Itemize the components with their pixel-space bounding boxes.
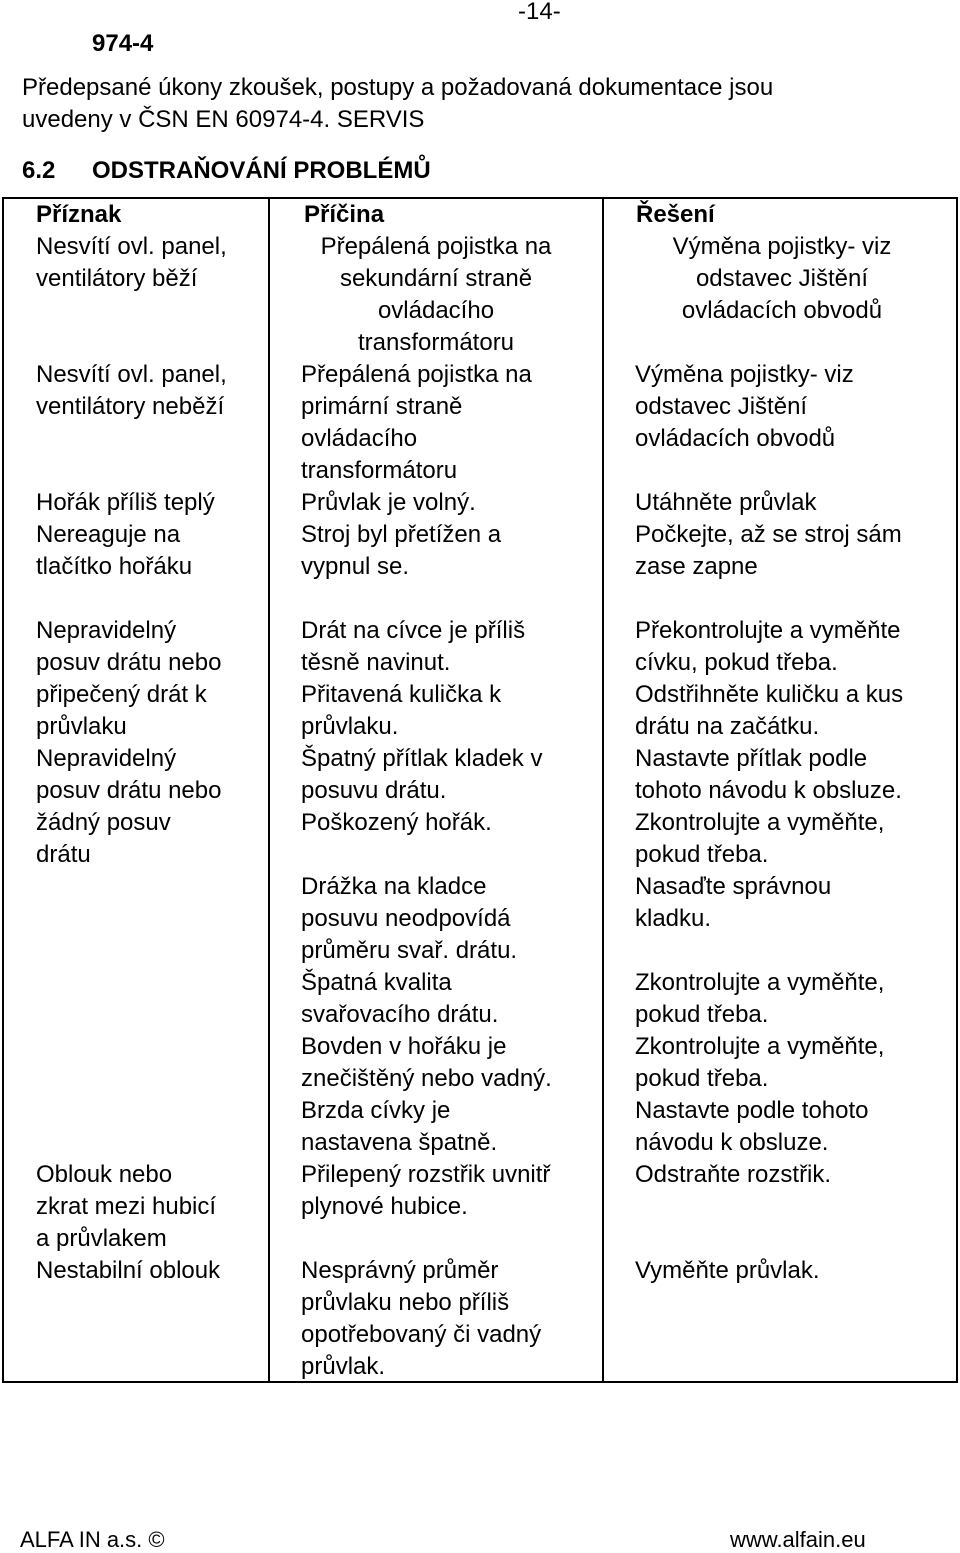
intro-paragraph: [22, 72, 922, 136]
cell-line: Zkontrolujte a vyměňte,: [635, 1033, 885, 1060]
table-cell-cause: [301, 519, 501, 583]
cell-line: pokud třeba.: [635, 841, 769, 868]
table-cell-cause: [301, 871, 517, 967]
cell-line: Vyměňte průvlak.: [635, 1257, 820, 1284]
table-cell-solution: [635, 1095, 869, 1159]
cell-line: průvlaku nebo příliš: [301, 1289, 510, 1316]
cell-line: pokud třeba.: [635, 1001, 769, 1028]
table-cell-solution: [635, 871, 831, 935]
cell-line: Oblouk nebo: [36, 1161, 173, 1188]
cell-line: Bovden v hořáku je: [301, 1033, 507, 1060]
table-cell-solution: [635, 487, 816, 519]
table-cell-cause: [301, 679, 501, 743]
table-cell-symptom: [36, 743, 221, 807]
cell-line: transformátoru: [357, 329, 515, 356]
intro-line: Předepsané úkony zkoušek, postupy a požadovaná dokumentace jsou: [22, 74, 774, 101]
cell-line: drátu: [36, 841, 91, 868]
cell-line: Překontrolujte a vyměňte: [635, 617, 901, 644]
cell-line: Nesvítí ovl. panel,: [36, 361, 227, 388]
cell-line: posuv drátu nebo: [36, 649, 222, 676]
intro-line: uvedeny v ČSN EN 60974-4. SERVIS: [22, 106, 425, 133]
cell-line: tlačítko hořáku: [36, 553, 193, 580]
cell-line: primární straně: [301, 393, 463, 420]
header-symptom: Příznak: [36, 201, 122, 228]
cell-line: Stroj byl přetížen a: [301, 521, 502, 548]
table-cell-cause: [301, 807, 492, 839]
section-number: 6.2: [22, 157, 56, 184]
cell-line: návodu k obsluze.: [635, 1129, 829, 1156]
table-cell-solution: [635, 359, 854, 455]
cell-line: Nesvítí ovl. panel,: [36, 233, 227, 260]
table-cell-solution: [635, 1031, 884, 1095]
cell-line: Přepálená pojistka na: [320, 233, 552, 260]
cell-line: Brzda cívky je: [301, 1097, 451, 1124]
cell-line: zase zapne: [635, 553, 758, 580]
cell-line: Výměna pojistky- viz: [672, 233, 892, 260]
cell-line: Nepravidelný: [36, 745, 177, 772]
cell-line: Drážka na kladce: [301, 873, 487, 900]
table-cell-cause: [301, 359, 532, 487]
cell-line: Zkontrolujte a vyměňte,: [635, 809, 885, 836]
table-cell-solution: [635, 615, 900, 679]
cell-line: Nestabilní oblouk: [36, 1257, 221, 1284]
header-solution: Řešení: [636, 201, 715, 228]
table-cell-cause: [301, 967, 498, 1031]
cell-line: posuvu neodpovídá: [301, 905, 511, 932]
footer-website: www.alfain.eu: [730, 1527, 866, 1552]
cell-line: průměru svař. drátu.: [301, 937, 518, 964]
cell-line: těsně navinut.: [301, 649, 451, 676]
cell-line: Průvlak je volný.: [301, 489, 476, 516]
table-cell-symptom: [36, 1255, 220, 1287]
cell-line: cívku, pokud třeba.: [635, 649, 838, 676]
cell-line: Přitavená kulička k: [301, 681, 502, 708]
cell-line: Nastavte přítlak podle: [635, 745, 868, 772]
header-cause: Příčina: [304, 201, 385, 228]
table-cell-cause: [301, 487, 476, 519]
cell-line: Přilepený rozstřik uvnitř: [301, 1161, 551, 1188]
cell-line: ovládacích obvodů: [681, 297, 883, 324]
cell-line: Špatná kvalita: [301, 969, 452, 996]
cell-line: Přepálená pojistka na: [301, 361, 532, 388]
cell-line: opotřebovaný či vadný: [301, 1321, 542, 1348]
cell-line: kladku.: [635, 905, 712, 932]
cell-line: žádný posuv: [36, 809, 171, 836]
cell-line: ventilátory neběží: [36, 393, 225, 420]
table-cell-cause: [301, 1255, 541, 1383]
table-cell-cause: [301, 1031, 552, 1095]
cell-line: plynové hubice.: [301, 1193, 468, 1220]
table-cell-solution: [635, 679, 903, 743]
cell-line: Počkejte, až se stroj sám: [635, 521, 902, 548]
table-cell-symptom: [36, 487, 215, 519]
cell-line: Nastavte podle tohoto: [635, 1097, 869, 1124]
cell-line: zkrat mezi hubicí: [36, 1193, 217, 1220]
table-cell-cause: [301, 1095, 497, 1159]
table-cell-solution: [635, 807, 884, 871]
cell-line: posuv drátu nebo: [36, 777, 222, 804]
cell-line: vypnul se.: [301, 553, 410, 580]
cell-line: transformátoru: [301, 457, 458, 484]
cell-line: ovládacího: [301, 425, 418, 452]
cell-line: Poškozený hořák.: [301, 809, 492, 836]
cell-line: Odstřihněte kuličku a kus: [635, 681, 904, 708]
table-cell-symptom: [36, 1159, 216, 1255]
cell-line: tohoto návodu k obsluze.: [635, 777, 902, 804]
cell-line: odstavec Jištění: [635, 393, 808, 420]
section-heading: [22, 157, 431, 185]
table-cell-solution: [635, 743, 902, 807]
cell-line: Nesprávný průměr: [301, 1257, 499, 1284]
table-cell-solution: [635, 519, 902, 583]
cell-line: a průvlakem: [36, 1225, 167, 1252]
table-cell-cause: [301, 615, 525, 679]
cell-line: Utáhněte průvlak: [635, 489, 817, 516]
cell-line: odstavec Jištění: [695, 265, 869, 292]
cell-line: průvlaku.: [301, 713, 399, 740]
cell-line: ventilátory běží: [36, 265, 198, 292]
cell-line: svařovacího drátu.: [301, 1001, 499, 1028]
table-cell-symptom: [36, 807, 171, 871]
cell-line: průvlaku: [36, 713, 127, 740]
section-title: ODSTRAŇOVÁNÍ PROBLÉMŮ: [92, 157, 431, 184]
cell-line: Výměna pojistky- viz: [635, 361, 854, 388]
footer-company: ALFA IN a.s. ©: [20, 1527, 165, 1552]
cell-line: ovládacího: [377, 297, 495, 324]
table-cell-symptom: [36, 359, 227, 423]
cell-line: Nereaguje na: [36, 521, 181, 548]
cell-line: Hořák příliš teplý: [36, 489, 215, 516]
cell-line: drátu na začátku.: [635, 713, 820, 740]
table-cell-solution: [635, 1255, 820, 1287]
cell-line: Odstraňte rozstřik.: [635, 1161, 832, 1188]
troubleshooting-table: [2, 197, 958, 1383]
cell-line: znečištěný nebo vadný.: [301, 1065, 552, 1092]
table-cell-cause: [270, 231, 602, 359]
cell-line: ovládacích obvodů: [635, 425, 836, 452]
page-number: -14-: [518, 0, 561, 25]
cell-line: posuvu drátu.: [301, 777, 447, 804]
table-cell-cause: [301, 1159, 550, 1223]
table-cell-cause: [301, 743, 542, 807]
cell-line: průvlak.: [301, 1353, 386, 1380]
cell-line: nastavena špatně.: [301, 1129, 498, 1156]
table-cell-solution: [635, 1159, 831, 1191]
cell-line: Nasaďte správnou: [635, 873, 832, 900]
table-cell-symptom: [36, 679, 207, 743]
cell-line: připečený drát k: [36, 681, 207, 708]
cell-line: pokud třeba.: [635, 1065, 769, 1092]
cell-line: Zkontrolujte a vyměňte,: [635, 969, 885, 996]
table-cell-symptom: [36, 519, 192, 583]
table-cell-symptom: [36, 231, 227, 295]
table-cell-solution: [604, 231, 960, 327]
column-divider: [602, 199, 604, 1381]
cell-line: Nepravidelný: [36, 617, 177, 644]
table-cell-symptom: [36, 615, 221, 679]
cell-line: sekundární straně: [339, 265, 533, 292]
document-code: 974-4: [92, 30, 154, 57]
column-divider: [268, 199, 270, 1381]
cell-line: Špatný přítlak kladek v: [301, 745, 543, 772]
table-cell-solution: [635, 967, 884, 1031]
cell-line: Drát na cívce je příliš: [301, 617, 526, 644]
